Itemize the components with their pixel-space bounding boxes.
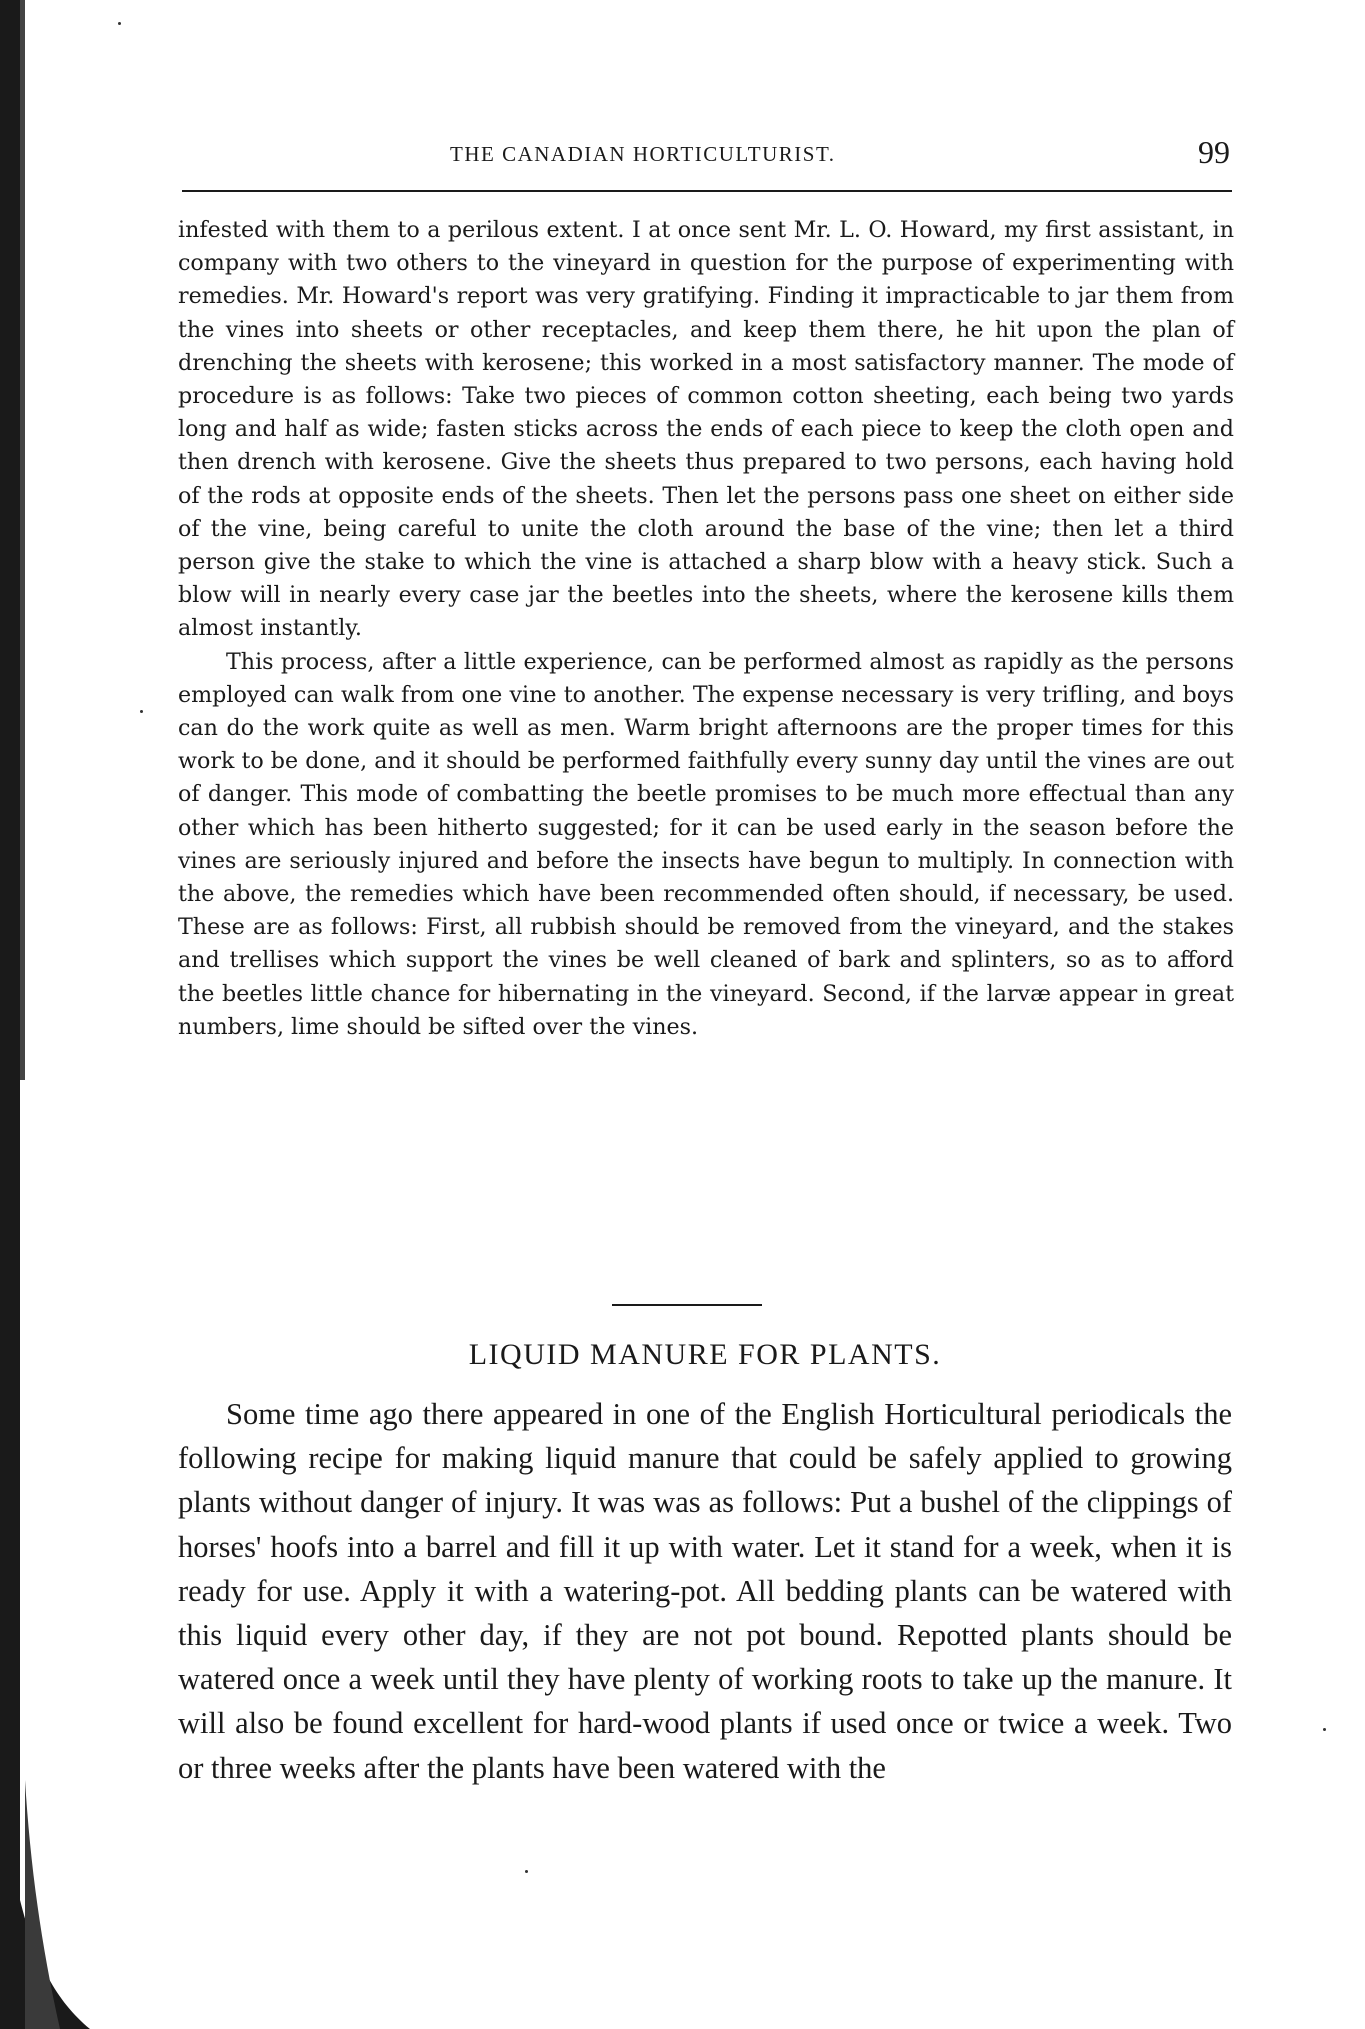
print-speck: [140, 710, 143, 713]
article-title: LIQUID MANURE FOR PLANTS.: [468, 1338, 942, 1371]
page-number: 99: [1198, 134, 1230, 170]
page-header: [180, 134, 1230, 176]
print-speck: [118, 22, 121, 25]
continued-article: [178, 214, 1234, 1044]
print-speck: [1323, 1728, 1326, 1731]
paragraph: infested with them to a perilous extent. I at once sent Mr. L. O. Howard, my first assistant, in company with two others to the vineyard in question for the purpose of experimenting with remedies. Mr. Howard's report was very gratifying. Finding it impracticable to jar them from the vines into sheets or other receptacles, and keep them there, he hit upon the plan of drenching the sheets with kerosene; this worked in a most satisfactory manner. The mode of procedure is as follows: Take two pieces of common cotton sheeting, each being two yards long and half as wide; fasten sticks across the ends of each piece to keep the cloth open and then drench with kerosene. Give the sheets thus prepared to two persons, each having hold of the rods at opposite ends of the sheets. Then let the persons pass one sheet on either side of the vine, being careful to unite the cloth around the base of the vine; then let a third person give the stake to which the vine is attached a sharp blow with a heavy stick. Such a blow will in nearly every case jar the beetles into the sheets, where the kerosene kills them almost instantly.: [178, 217, 1234, 642]
page-binding-edge: [0, 0, 90, 2029]
section-divider: [612, 1304, 762, 1306]
header-rule: [182, 190, 1232, 192]
article-body: Some time ago there appeared in one of the English Horticultural periodicals the following recipe for making liquid manure that could be safely applied to growing plants without danger of injury. It was was as follows: Put a bushel of the clippings of horses' hoofs into a barrel and fill it up with water. Let it stand for a week, when it is ready for use. Apply it with a watering-pot. All bedding plants can be watered with this liquid every other day, if they are not pot bound. Repotted plants should be watered once a week until they have plenty of working roots to take up the manure. It will also be found excellent for hard-wood plants if used once or twice a week. Two or three weeks after the plants have been watered with the: [178, 1397, 1232, 1785]
running-title: THE CANADIAN HORTICULTURIST.: [450, 142, 836, 166]
print-speck: [525, 1870, 528, 1873]
paragraph: This process, after a little experience, can be performed almost as rapidly as the persons employed can walk from one vine to another. The expense necessary is very trifling, and boys can do the work quite as well as men. Warm bright afternoons are the proper times for this work to be done, and it should be performed faithfully every sunny day until the vines are out of danger. This mode of combatting the beetle promises to be much more effectual than any other which has been hitherto suggested; for it can be used early in the season before the vines are seriously injured and before the insects have begun to multiply. In connection with the above, the remedies which have been recommended often should, if necessary, be used. These are as follows: First, all rubbish should be removed from the vineyard, and the stakes and trellises which support the vines be well cleaned of bark and splinters, so as to afford the beetles little chance for hibernating in the vineyard. Second, if the larvæ appear in great numbers, lime should be sifted over the vines.: [178, 648, 1234, 1040]
